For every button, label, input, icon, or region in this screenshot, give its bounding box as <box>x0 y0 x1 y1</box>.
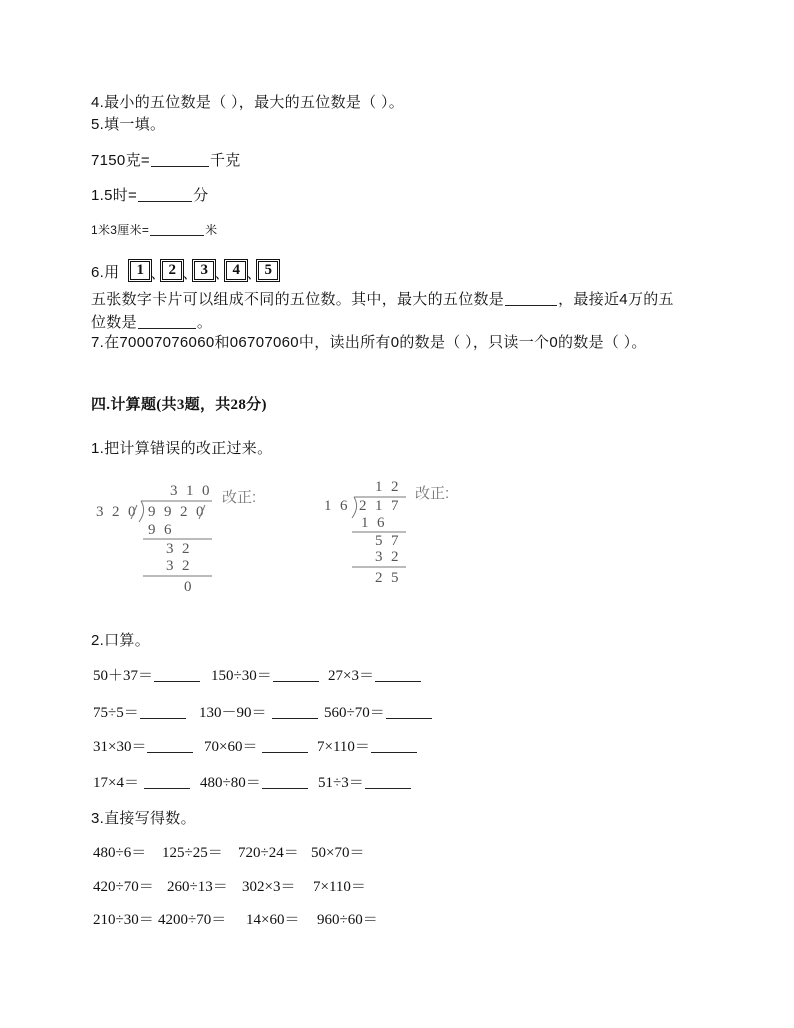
dividend: 9920 <box>148 504 212 520</box>
question-6-line-1 <box>91 291 674 308</box>
oral-calc-item <box>317 739 418 756</box>
correction-label: 改正: <box>222 489 257 506</box>
dividend: 217 <box>359 498 407 514</box>
expression: 27×3＝ <box>328 668 374 684</box>
fill-item-unit: 分 <box>193 187 209 204</box>
direct-calc-row <box>0 879 794 897</box>
expression: 480÷80＝ <box>200 775 261 791</box>
answer-blank <box>140 706 186 719</box>
number-card-3: 3 <box>194 261 214 280</box>
question-6-line-2 <box>91 314 212 331</box>
question-6-text: 。 <box>196 314 213 331</box>
answer-blank <box>138 316 196 329</box>
answer-blank <box>147 740 193 753</box>
expression: 70×60＝ <box>204 739 258 755</box>
oral-calc-item <box>93 705 187 722</box>
division-bracket <box>139 501 144 522</box>
expression: 31×30＝ <box>93 739 147 755</box>
oral-calc-item <box>93 739 194 756</box>
quotient: 310 <box>170 483 218 499</box>
number-card-4: 4 <box>226 261 246 280</box>
fill-item-text: 7150克= <box>91 152 150 169</box>
answer-blank <box>375 669 421 682</box>
part-1-title: 1.把计算错误的改正过来。 <box>91 440 273 457</box>
answer-blank <box>273 669 319 682</box>
fill-item-unit: 千克 <box>209 152 241 169</box>
step-row: 32 <box>166 541 198 557</box>
oral-calc-row <box>0 775 794 793</box>
question-5-title: 5.填一填。 <box>91 116 166 133</box>
question-6-text: ，最接近4万的五 <box>558 291 674 308</box>
direct-calc-item: 125÷25＝ <box>162 845 223 861</box>
direct-calc-item: 420÷70＝ <box>93 879 154 895</box>
direct-calc-row <box>0 912 794 930</box>
direct-calc-item: 260÷13＝ <box>167 879 228 895</box>
divisor: 320 <box>96 504 144 520</box>
division-bracket <box>352 497 357 518</box>
expression: 560÷70＝ <box>324 705 385 721</box>
question-6-text: 五张数字卡片可以组成不同的五位数。其中，最大的五位数是 <box>91 291 505 308</box>
remainder: 0 <box>184 579 200 595</box>
oral-calc-item <box>204 739 309 756</box>
separator: 、 <box>182 265 198 282</box>
question-4: 4.最小的五位数是（ ），最大的五位数是（ ）。 <box>91 94 405 111</box>
answer-blank <box>262 740 308 753</box>
expression: 51÷3＝ <box>318 775 364 791</box>
answer-blank <box>262 776 308 789</box>
step-row: 57 <box>375 533 407 549</box>
number-card-2: 2 <box>162 261 182 280</box>
answer-blank <box>505 293 557 306</box>
division-lines <box>0 470 794 600</box>
answer-blank <box>386 706 432 719</box>
oral-calc-row <box>0 739 794 757</box>
question-7: 7.在70007076060和06707060中，读出所有0的数是（ ），只读一个0的数是（ ）。 <box>91 334 647 351</box>
strike-mark <box>131 505 137 519</box>
fill-item-text: 1米3厘米= <box>91 223 150 237</box>
answer-blank <box>365 776 411 789</box>
fill-item-unit: 米 <box>205 223 218 237</box>
separator: 、 <box>214 265 230 282</box>
direct-calc-item: 50×70＝ <box>311 845 365 861</box>
oral-calc-item <box>199 705 319 722</box>
oral-calc-item <box>324 705 433 722</box>
step-row: 32 <box>375 549 407 565</box>
step-row: 16 <box>361 515 393 531</box>
correction-label: 改正: <box>415 485 450 502</box>
direct-calc-item: 210÷30＝ <box>93 912 154 928</box>
remainder: 25 <box>375 570 407 586</box>
expression: 150÷30＝ <box>211 668 272 684</box>
oral-calc-item <box>200 775 309 792</box>
oral-calc-item <box>93 668 201 685</box>
separator: 、 <box>246 265 262 282</box>
section-heading: 四.计算题(共3题，共28分) <box>91 397 267 413</box>
step-row: 96 <box>148 522 180 538</box>
question-6-text: 位数是 <box>91 314 137 331</box>
oral-calc-item <box>328 668 422 685</box>
fill-item-hours <box>91 187 208 204</box>
answer-blank <box>138 189 192 202</box>
direct-calc-item: 14×60＝ <box>246 912 300 928</box>
answer-blank <box>144 776 190 789</box>
number-card-1: 1 <box>130 261 150 280</box>
direct-calc-item: 720÷24＝ <box>238 845 299 861</box>
answer-blank <box>154 669 200 682</box>
oral-calc-item <box>211 668 320 685</box>
direct-calc-item: 960÷60＝ <box>317 912 378 928</box>
answer-blank <box>150 225 204 236</box>
expression: 130－90＝ <box>199 705 267 721</box>
expression: 7×110＝ <box>317 739 370 755</box>
question-6-cards <box>91 261 278 281</box>
expression: 75÷5＝ <box>93 705 139 721</box>
fill-item-meters <box>91 223 217 237</box>
direct-calc-item: 7×110＝ <box>313 879 366 895</box>
oral-calc-row <box>0 705 794 723</box>
divisor: 16 <box>324 498 356 514</box>
direct-calc-row <box>0 845 794 863</box>
expression: 17×4＝ <box>93 775 139 791</box>
expression: 50＋37＝ <box>93 668 154 684</box>
number-card-5: 5 <box>258 261 278 280</box>
part-2-title: 2.口算。 <box>91 632 151 649</box>
direct-calc-item: 302×3＝ <box>242 879 296 895</box>
fill-item-grams <box>91 152 241 169</box>
oral-calc-row <box>0 668 794 686</box>
separator: 、 <box>150 265 166 282</box>
strike-mark <box>199 505 205 519</box>
quotient: 12 <box>375 479 407 495</box>
part-3-title: 3.直接写得数。 <box>91 810 196 827</box>
answer-blank <box>272 706 318 719</box>
answer-blank <box>371 740 417 753</box>
direct-calc-item: 480÷6＝ <box>93 845 147 861</box>
direct-calc-item: 4200÷70＝ <box>158 912 227 928</box>
answer-blank <box>151 154 209 167</box>
fill-item-text: 1.5时= <box>91 187 138 204</box>
oral-calc-item <box>318 775 412 792</box>
step-row: 32 <box>166 558 198 574</box>
question-6-prefix: 6.用 <box>91 264 120 281</box>
oral-calc-item <box>93 775 191 792</box>
